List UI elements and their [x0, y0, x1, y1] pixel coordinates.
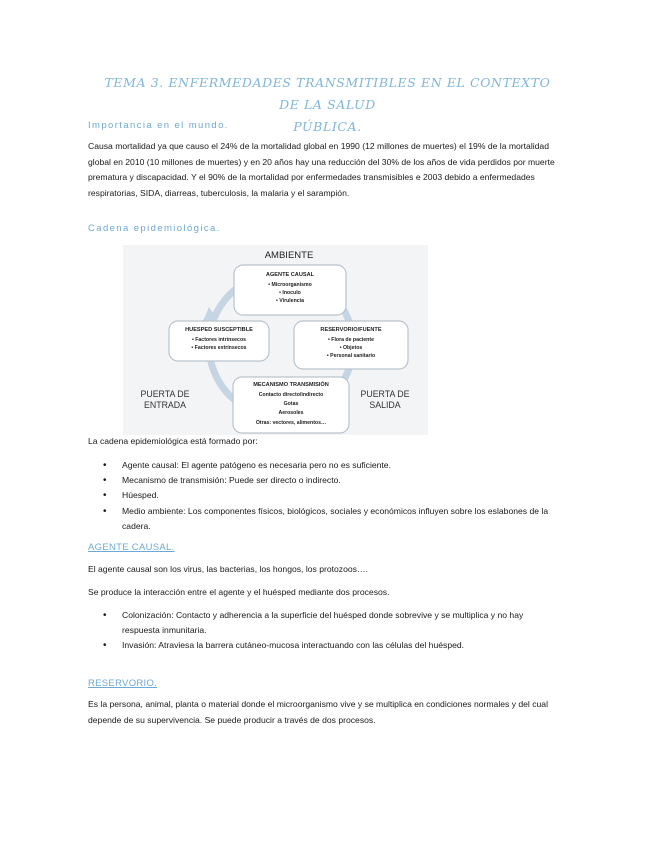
- paragraph-importancia: Causa mortalidad ya que causo el 24% de la mortalidad global en 1990 (12 millones de muertes) el 19% de la mortalidad global en 2010 (10 millones de muertes) y en 20 años hay una reducción del 30% de los años de vida perdidos por muerte prematura y discapacidad. Y el 90% de la mortalidad por enfermedades transmisibles e 2003 debido a enfermedades respiratorias, SIDA, diarreas, tuberculosis, la malaria y el sarampión.: [88, 141, 555, 198]
- list-item: • Invasión: Atraviesa la barrera cutáneo-mucosa interactuando con las células del huésped.: [88, 638, 558, 653]
- reservorio-box-item: • Flora de paciente: [328, 337, 374, 343]
- paragraph-agente-2: Se produce la interacción entre el agente y el huésped mediante dos procesos.: [88, 587, 390, 597]
- agente-box-title: AGENTE CAUSAL: [265, 272, 315, 278]
- list-agente: [88, 608, 558, 654]
- list-item: • Mecanismo de transmisión: Puede ser directo o indirecto.: [88, 473, 558, 488]
- box-reservorio-fuente: [294, 321, 408, 369]
- list-item: • Húesped.: [88, 488, 558, 503]
- paragraph-cadena-intro: La cadena epidemiológica está formado por:: [88, 436, 258, 446]
- cadena-epidemiologica-diagram: [123, 245, 428, 435]
- agente-box-item: • Inoculo: [279, 290, 301, 296]
- box-agente-causal: [234, 265, 346, 315]
- label-puerta-entrada-2: ENTRADA: [143, 400, 187, 410]
- reservorio-box-item: • Objetos: [339, 345, 363, 351]
- title-line-2: PÚBLICA.: [293, 119, 362, 134]
- heading-reservorio: RESERVORIO.: [88, 678, 158, 689]
- box-huesped-susceptible: [169, 321, 269, 361]
- huesped-box-item: • Factores extrínsecos: [191, 345, 247, 351]
- mecanismo-box-item: Gotas: [283, 401, 299, 407]
- box-mecanismo-transmision: [233, 377, 349, 433]
- label-puerta-salida-1: PUERTA DE: [360, 389, 410, 399]
- paragraph-agente-1: El agente causal son los virus, las bacterias, los hongos, los protozoos….: [88, 564, 368, 574]
- mecanismo-box-item: Contacto directo/indirecto: [258, 392, 324, 398]
- agente-box-item: • Virulencia: [276, 298, 304, 304]
- heading-cadena: Cadena epidemiológica.: [88, 223, 221, 234]
- label-puerta-salida-2: SALIDA: [369, 400, 401, 410]
- list-item: • Medio ambiente: Los componentes físicos, biológicos, sociales y económicos influyen sobre los eslabones de la cadera.: [88, 504, 558, 534]
- paragraph-reservorio: Es la persona, animal, planta o material donde el microorganismo vive y se multiplica en condiciones normales y del cual depende de su supervivencia. Se puede producir a través de dos procesos.: [88, 699, 548, 725]
- label-ambiente: AMBIENTE: [264, 250, 314, 261]
- agente-box-item: • Microorganismo: [268, 282, 312, 288]
- reservorio-box-title: RESERVORIO/FUENTE: [320, 327, 382, 333]
- mecanismo-box-title: MECANISMO TRANSMISIÓN: [253, 382, 329, 388]
- reservorio-box-item: • Personal sanitario: [326, 353, 376, 359]
- mecanismo-box-item: Otras: vectores, alimentos…: [255, 420, 327, 426]
- huesped-box-item: • Factores intrínsecos: [192, 337, 246, 343]
- list-item: • Colonización: Contacto y adherencia a la superficie del huésped donde sobrevive y se multiplica y no hay respuesta inmunitaria.: [88, 608, 558, 638]
- heading-importancia: Importancia en el mundo.: [88, 120, 229, 131]
- heading-agente-causal: AGENTE CAUSAL.: [88, 542, 175, 553]
- mecanismo-box-item: Aerosoles: [278, 410, 304, 416]
- list-cadena: [88, 458, 558, 534]
- huesped-box-title: HUESPED SUSCEPTIBLE: [185, 327, 253, 333]
- list-item: • Agente causal: El agente patógeno es necesaria pero no es suficiente.: [88, 458, 558, 473]
- title-line-1: TEMA 3. ENFERMEDADES TRANSMITIBLES EN EL CONTEXTO DE LA SALUD: [104, 75, 551, 112]
- label-puerta-entrada-1: PUERTA DE: [140, 389, 190, 399]
